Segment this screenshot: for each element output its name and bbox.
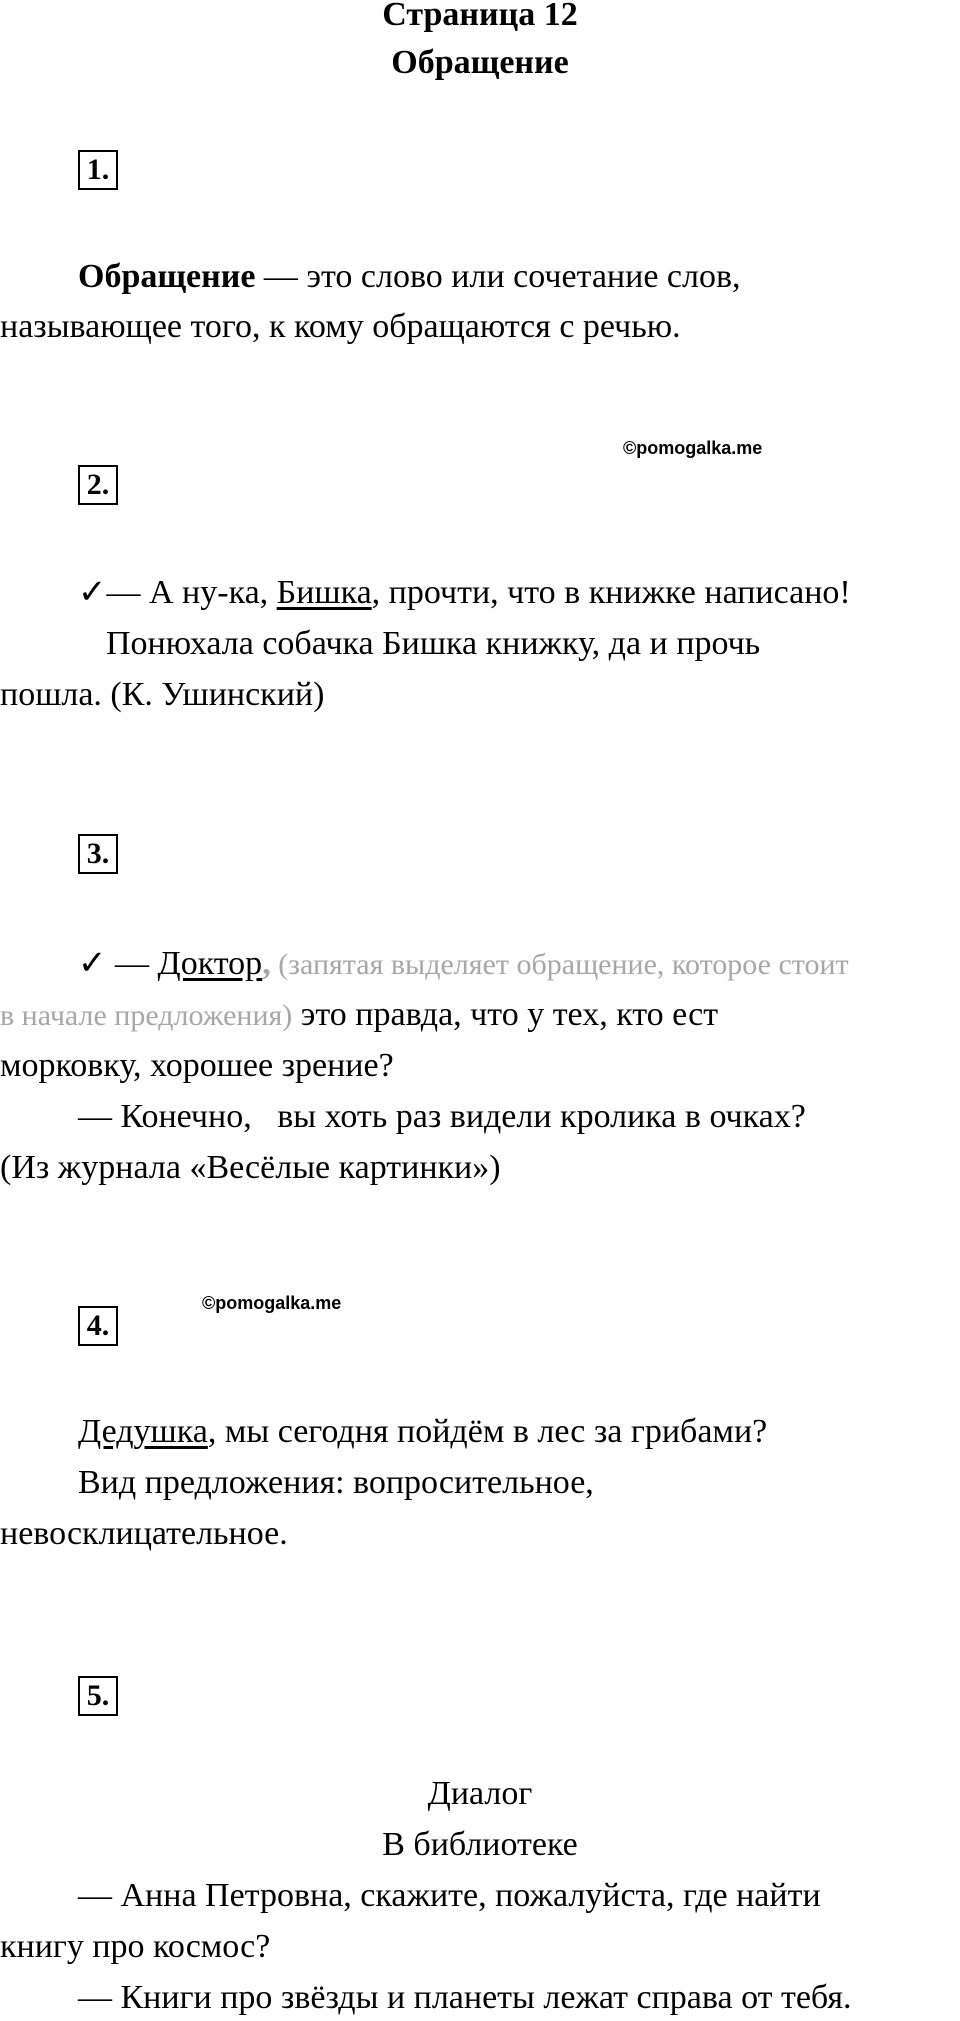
task-2-line-3: пошла. (К. Ушинский) xyxy=(0,676,325,713)
definition-text: — это слово или сочетание слов, xyxy=(255,258,741,295)
task-number-5: 5. xyxy=(78,1676,118,1716)
task-2-line-1 xyxy=(78,573,851,613)
task-number-3: 3. xyxy=(78,834,118,874)
highlighted-comma: , xyxy=(262,945,271,982)
dialog-title: Диалог xyxy=(427,1775,533,1812)
task-3-line-3: морковку, хорошее зрение? xyxy=(0,1047,394,1084)
text-segment: , мы сегодня пойдём в лес за грибами? xyxy=(207,1413,768,1450)
task-3-line-4: — Конечно, вы хоть раз видели кролика в очках? xyxy=(78,1098,806,1135)
note-text: в начале предложения) xyxy=(0,999,293,1032)
check-icon: ✓ xyxy=(78,574,107,611)
text-segment: — А ну-ка, xyxy=(106,574,277,611)
address-word: Бишка xyxy=(276,574,372,611)
task-number-2: 2. xyxy=(78,465,118,505)
address-word: Дедушка xyxy=(78,1413,208,1450)
task-5-line-2: книгу про космос? xyxy=(0,1928,271,1965)
text-segment: , прочти, что в книжке написано! xyxy=(371,574,851,611)
task-number-1: 1. xyxy=(78,150,118,190)
task-3-line-1 xyxy=(78,944,849,985)
task-5-line-3: — Книги про звёзды и планеты лежат справа от тебя. xyxy=(78,1979,852,2016)
task-1-line-1 xyxy=(78,257,741,297)
watermark: ©pomogalka.me xyxy=(623,438,763,458)
task-number-4: 4. xyxy=(78,1306,118,1346)
task-3-line-2 xyxy=(0,995,718,1036)
page-title: Страница 12 xyxy=(382,0,578,33)
address-word: Доктор xyxy=(157,945,263,982)
task-4-line-1 xyxy=(78,1412,767,1452)
task-1-line-2: называющее того, к кому обращаются с речью. xyxy=(0,308,681,345)
topic-title: Обращение xyxy=(391,44,569,81)
task-3-line-5: (Из журнала «Весёлые картинки») xyxy=(0,1149,501,1186)
term-obrashchenie: Обращение xyxy=(78,258,256,295)
task-4-line-2: Вид предложения: вопросительное, xyxy=(78,1464,594,1501)
task-2-line-2: Понюхала собачка Бишка книжку, да и прочь xyxy=(106,625,761,662)
watermark: ©pomogalka.me xyxy=(202,1293,342,1313)
task-5-line-1: — Анна Петровна, скажите, пожалуйста, где найти xyxy=(78,1877,821,1914)
text-segment: — xyxy=(106,945,158,982)
task-4-line-3: невосклицательное. xyxy=(0,1515,288,1552)
dialog-place: В библиотеке xyxy=(382,1826,578,1863)
note-text: (запятая выделяет обращение, которое стоит xyxy=(270,948,849,981)
text-segment: это правда, что у тех, кто ест xyxy=(292,996,719,1033)
check-icon: ✓ xyxy=(78,945,107,982)
